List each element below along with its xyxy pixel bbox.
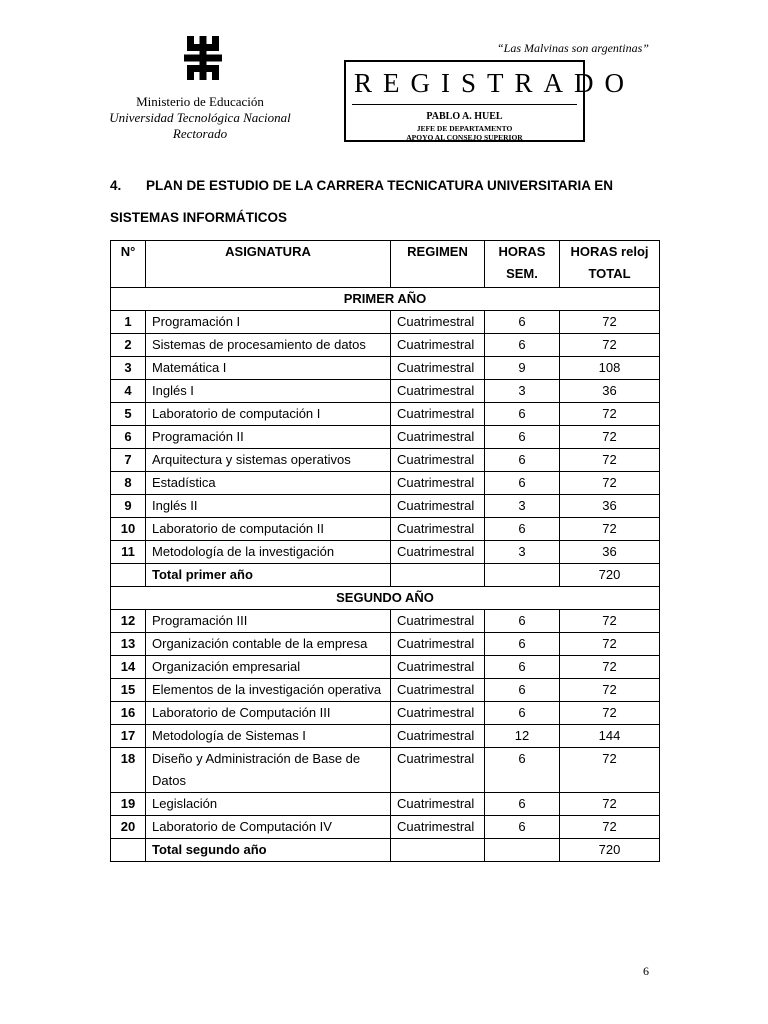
row-subject: Inglés I	[146, 380, 391, 403]
row-number: 18	[111, 748, 146, 793]
row-number: 8	[111, 472, 146, 495]
section-row	[111, 288, 660, 311]
row-subject: Legislación	[146, 793, 391, 816]
row-number: 9	[111, 495, 146, 518]
col-header-num: N°	[111, 241, 146, 288]
row-number: 12	[111, 610, 146, 633]
stamp-name: PABLO A. HUEL	[426, 111, 503, 122]
row-number: 5	[111, 403, 146, 426]
total-regime-empty	[391, 839, 485, 862]
table-row	[111, 656, 660, 679]
row-subject: Laboratorio de computación II	[146, 518, 391, 541]
row-hours-total: 72	[560, 426, 660, 449]
row-regime: Cuatrimestral	[391, 793, 485, 816]
row-number: 11	[111, 541, 146, 564]
row-number: 10	[111, 518, 146, 541]
section-number: 4.	[110, 178, 122, 193]
table-row	[111, 816, 660, 839]
table-row	[111, 472, 660, 495]
row-regime: Cuatrimestral	[391, 679, 485, 702]
row-hours-week: 6	[485, 403, 560, 426]
table-row	[111, 334, 660, 357]
row-hours-total: 72	[560, 518, 660, 541]
office-name: Rectorado	[172, 126, 228, 141]
row-hours-week: 6	[485, 656, 560, 679]
row-number: 3	[111, 357, 146, 380]
col-header-hours-week: HORAS SEM.	[485, 241, 560, 288]
row-hours-week: 3	[485, 495, 560, 518]
motto: “Las Malvinas son argentinas”	[497, 41, 649, 55]
row-hours-week: 6	[485, 334, 560, 357]
row-regime: Cuatrimestral	[391, 702, 485, 725]
row-subject: Metodología de la investigación	[146, 541, 391, 564]
row-hours-total: 36	[560, 380, 660, 403]
row-hours-total: 72	[560, 793, 660, 816]
row-regime: Cuatrimestral	[391, 725, 485, 748]
total-num-empty	[111, 564, 146, 587]
row-hours-week: 6	[485, 518, 560, 541]
row-hours-total: 108	[560, 357, 660, 380]
row-regime: Cuatrimestral	[391, 748, 485, 793]
row-number: 14	[111, 656, 146, 679]
row-hours-total: 144	[560, 725, 660, 748]
row-subject: Programación I	[146, 311, 391, 334]
institution-header	[98, 94, 302, 142]
row-number: 4	[111, 380, 146, 403]
total-num-empty	[111, 839, 146, 862]
row-regime: Cuatrimestral	[391, 633, 485, 656]
row-subject: Organización empresarial	[146, 656, 391, 679]
col-header-regime: REGIMEN	[391, 241, 485, 288]
row-hours-total: 72	[560, 633, 660, 656]
row-hours-week: 6	[485, 449, 560, 472]
table-row	[111, 518, 660, 541]
row-regime: Cuatrimestral	[391, 449, 485, 472]
col-header-hours-total: HORAS reloj TOTAL	[560, 241, 660, 288]
row-hours-total: 72	[560, 403, 660, 426]
row-hours-week: 6	[485, 610, 560, 633]
section-heading	[110, 178, 613, 193]
row-subject: Sistemas de procesamiento de datos	[146, 334, 391, 357]
total-value: 720	[560, 839, 660, 862]
row-subject: Laboratorio de computación I	[146, 403, 391, 426]
table-row	[111, 380, 660, 403]
row-regime: Cuatrimestral	[391, 610, 485, 633]
row-number: 7	[111, 449, 146, 472]
total-value: 720	[560, 564, 660, 587]
row-number: 1	[111, 311, 146, 334]
row-hours-week: 6	[485, 426, 560, 449]
row-number: 20	[111, 816, 146, 839]
row-hours-week: 6	[485, 472, 560, 495]
row-hours-total: 72	[560, 679, 660, 702]
row-hours-week: 6	[485, 793, 560, 816]
stamp-title: REGISTRADO	[354, 68, 636, 98]
row-subject: Programación III	[146, 610, 391, 633]
row-hours-total: 72	[560, 472, 660, 495]
row-hours-week: 6	[485, 679, 560, 702]
section-title: PRIMER AÑO	[111, 288, 660, 311]
row-subject: Programación II	[146, 426, 391, 449]
row-regime: Cuatrimestral	[391, 541, 485, 564]
table-row	[111, 793, 660, 816]
row-subject: Arquitectura y sistemas operativos	[146, 449, 391, 472]
university-name: Universidad Tecnológica Nacional	[109, 110, 291, 125]
row-hours-week: 3	[485, 380, 560, 403]
table-row	[111, 702, 660, 725]
table-row	[111, 725, 660, 748]
table-row	[111, 633, 660, 656]
total-row	[111, 564, 660, 587]
row-hours-total: 72	[560, 816, 660, 839]
row-regime: Cuatrimestral	[391, 403, 485, 426]
row-subject: Laboratorio de Computación III	[146, 702, 391, 725]
total-hours-week-empty	[485, 564, 560, 587]
page-number: 6	[643, 964, 649, 978]
row-hours-total: 72	[560, 610, 660, 633]
row-regime: Cuatrimestral	[391, 816, 485, 839]
row-hours-total: 72	[560, 334, 660, 357]
row-subject: Laboratorio de Computación IV	[146, 816, 391, 839]
registration-stamp	[344, 60, 636, 142]
row-regime: Cuatrimestral	[391, 656, 485, 679]
row-subject: Inglés II	[146, 495, 391, 518]
row-hours-total: 72	[560, 311, 660, 334]
row-hours-week: 6	[485, 816, 560, 839]
row-number: 16	[111, 702, 146, 725]
section-title-line1: PLAN DE ESTUDIO DE LA CARRERA TECNICATURA UNIVERSITARIA EN	[146, 178, 614, 193]
row-hours-total: 72	[560, 449, 660, 472]
total-hours-week-empty	[485, 839, 560, 862]
col-header-subject: ASIGNATURA	[146, 241, 391, 288]
total-regime-empty	[391, 564, 485, 587]
row-regime: Cuatrimestral	[391, 495, 485, 518]
total-label: Total segundo año	[146, 839, 391, 862]
row-regime: Cuatrimestral	[391, 380, 485, 403]
section-title: SEGUNDO AÑO	[111, 587, 660, 610]
table-row	[111, 748, 660, 793]
row-number: 19	[111, 793, 146, 816]
table-row	[111, 495, 660, 518]
table-row	[111, 610, 660, 633]
row-hours-week: 6	[485, 311, 560, 334]
stamp-role: JEFE DE DEPARTAMENTO	[416, 124, 513, 133]
stamp-role: APOYO AL CONSEJO SUPERIOR	[406, 133, 523, 142]
row-regime: Cuatrimestral	[391, 311, 485, 334]
study-plan-table	[110, 240, 660, 862]
table-row	[111, 311, 660, 334]
table-row	[111, 449, 660, 472]
table-row	[111, 403, 660, 426]
row-number: 17	[111, 725, 146, 748]
row-hours-total: 72	[560, 702, 660, 725]
row-hours-week: 3	[485, 541, 560, 564]
row-regime: Cuatrimestral	[391, 334, 485, 357]
table-row	[111, 541, 660, 564]
row-hours-total: 72	[560, 656, 660, 679]
row-hours-week: 6	[485, 702, 560, 725]
section-row	[111, 587, 660, 610]
row-subject: Metodología de Sistemas I	[146, 725, 391, 748]
table-row	[111, 357, 660, 380]
row-subject: Elementos de la investigación operativa	[146, 679, 391, 702]
table-row	[111, 426, 660, 449]
row-number: 2	[111, 334, 146, 357]
row-subject: Diseño y Administración de Base de Datos	[146, 748, 391, 793]
row-number: 13	[111, 633, 146, 656]
row-regime: Cuatrimestral	[391, 426, 485, 449]
row-number: 6	[111, 426, 146, 449]
total-row	[111, 839, 660, 862]
row-hours-total: 36	[560, 541, 660, 564]
row-regime: Cuatrimestral	[391, 472, 485, 495]
row-hours-week: 6	[485, 748, 560, 793]
row-hours-week: 6	[485, 633, 560, 656]
row-hours-week: 12	[485, 725, 560, 748]
row-hours-total: 72	[560, 748, 660, 793]
row-regime: Cuatrimestral	[391, 357, 485, 380]
row-hours-total: 36	[560, 495, 660, 518]
ministry-name: Ministerio de Educación	[136, 94, 264, 109]
total-label: Total primer año	[146, 564, 391, 587]
row-number: 15	[111, 679, 146, 702]
row-subject: Organización contable de la empresa	[146, 633, 391, 656]
row-subject: Matemática I	[146, 357, 391, 380]
row-subject: Estadística	[146, 472, 391, 495]
section-title-line2: SISTEMAS INFORMÁTICOS	[110, 210, 288, 225]
utn-logo-icon	[181, 36, 225, 80]
row-hours-week: 9	[485, 357, 560, 380]
stamp-divider	[352, 104, 577, 105]
table-row	[111, 679, 660, 702]
row-regime: Cuatrimestral	[391, 518, 485, 541]
table-header-row	[111, 241, 660, 288]
